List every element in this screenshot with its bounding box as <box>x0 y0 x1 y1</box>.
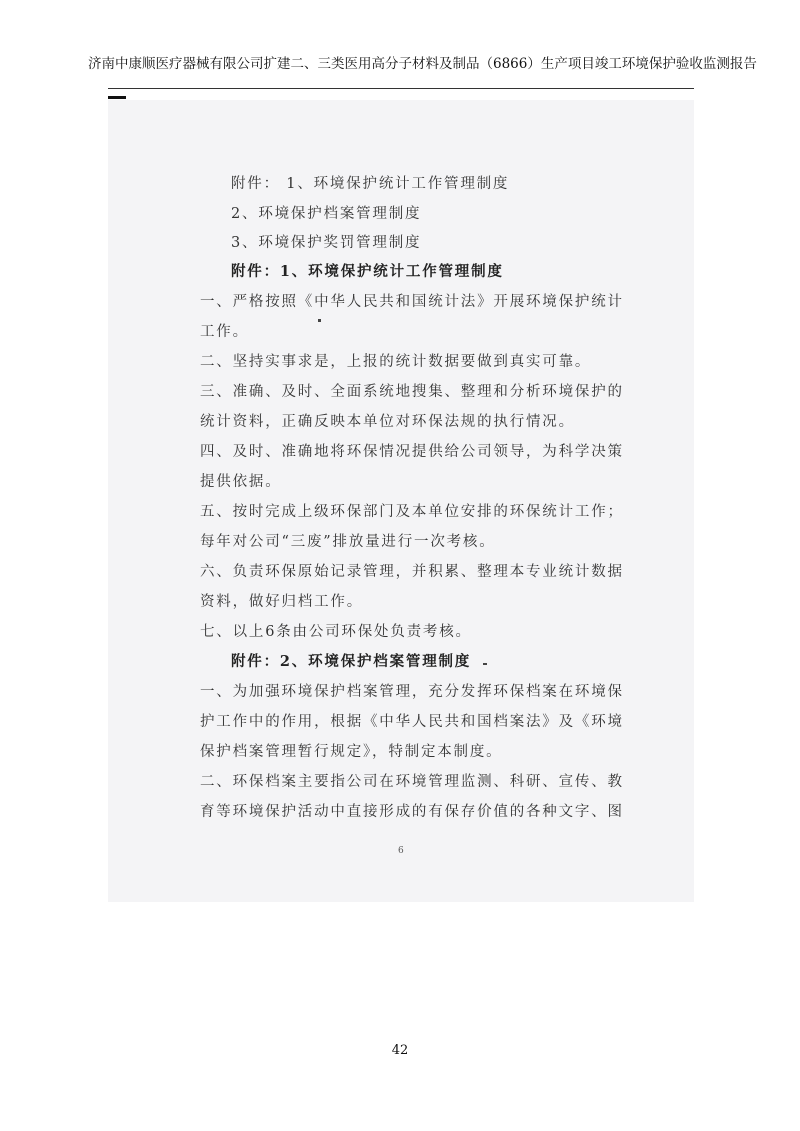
paragraph-line: 保护档案管理暂行规定》，特制定本制度。 <box>200 744 503 760</box>
attachment-list-item-3: 3、环境保护奖罚管理制度 <box>231 235 422 251</box>
scan-page-number: 6 <box>398 846 404 856</box>
scan-speck <box>483 663 487 665</box>
paragraph-line: 二、坚持实事求是，上报的统计数据要做到真实可靠。 <box>200 354 592 370</box>
attachment-list-item-2: 2、环境保护档案管理制度 <box>231 206 422 222</box>
header-rule-mark <box>108 96 126 99</box>
paragraph-line: 育等环境保护活动中直接形成的有保存价值的各种文字、图 <box>200 804 624 820</box>
scan-speck <box>318 319 321 322</box>
section-heading-archives: 附件：2、环境保护档案管理制度 <box>231 653 472 670</box>
paragraph-line: 一、为加强环境保护档案管理，充分发挥环保档案在环境保 <box>200 684 624 700</box>
section-heading-statistics: 附件：1、环境保护统计工作管理制度 <box>231 263 504 280</box>
paragraph-line: 护工作中的作用，根据《中华人民共和国档案法》及《环境 <box>200 714 624 730</box>
attachment-list-item-1: 附件： 1、环境保护统计工作管理制度 <box>231 176 510 192</box>
paragraph-line: 五、按时完成上级环保部门及本单位安排的环保统计工作； <box>200 504 624 520</box>
page-number: 42 <box>391 1043 409 1058</box>
paragraph-line: 工作。 <box>200 324 249 340</box>
paragraph-line: 四、及时、准确地将环保情况提供给公司领导，为科学决策 <box>200 444 624 460</box>
header-divider <box>108 88 694 89</box>
paragraph-line: 六、负责环保原始记录管理，并积累、整理本专业统计数据 <box>200 564 624 580</box>
scanned-document-page <box>108 100 694 902</box>
page-header-title: 济南中康顺医疗器械有限公司扩建二、三类医用高分子材料及制品（6866）生产项目竣工环境保护验收监测报告 <box>88 56 757 72</box>
paragraph-line: 二、环保档案主要指公司在环境管理监测、科研、宣传、教 <box>200 774 624 790</box>
paragraph-line: 一、严格按照《中华人民共和国统计法》开展环境保护统计 <box>200 294 624 310</box>
paragraph-line: 七、以上6条由公司环保处负责考核。 <box>200 624 472 640</box>
paragraph-line: 每年对公司“三废”排放量进行一次考核。 <box>200 534 496 550</box>
paragraph-line: 三、准确、及时、全面系统地搜集、整理和分析环境保护的 <box>200 384 624 400</box>
paragraph-line: 统计资料，正确反映本单位对环保法规的执行情况。 <box>200 414 575 430</box>
paragraph-line: 提供依据。 <box>200 474 282 490</box>
paragraph-line: 资料，做好归档工作。 <box>200 594 363 610</box>
